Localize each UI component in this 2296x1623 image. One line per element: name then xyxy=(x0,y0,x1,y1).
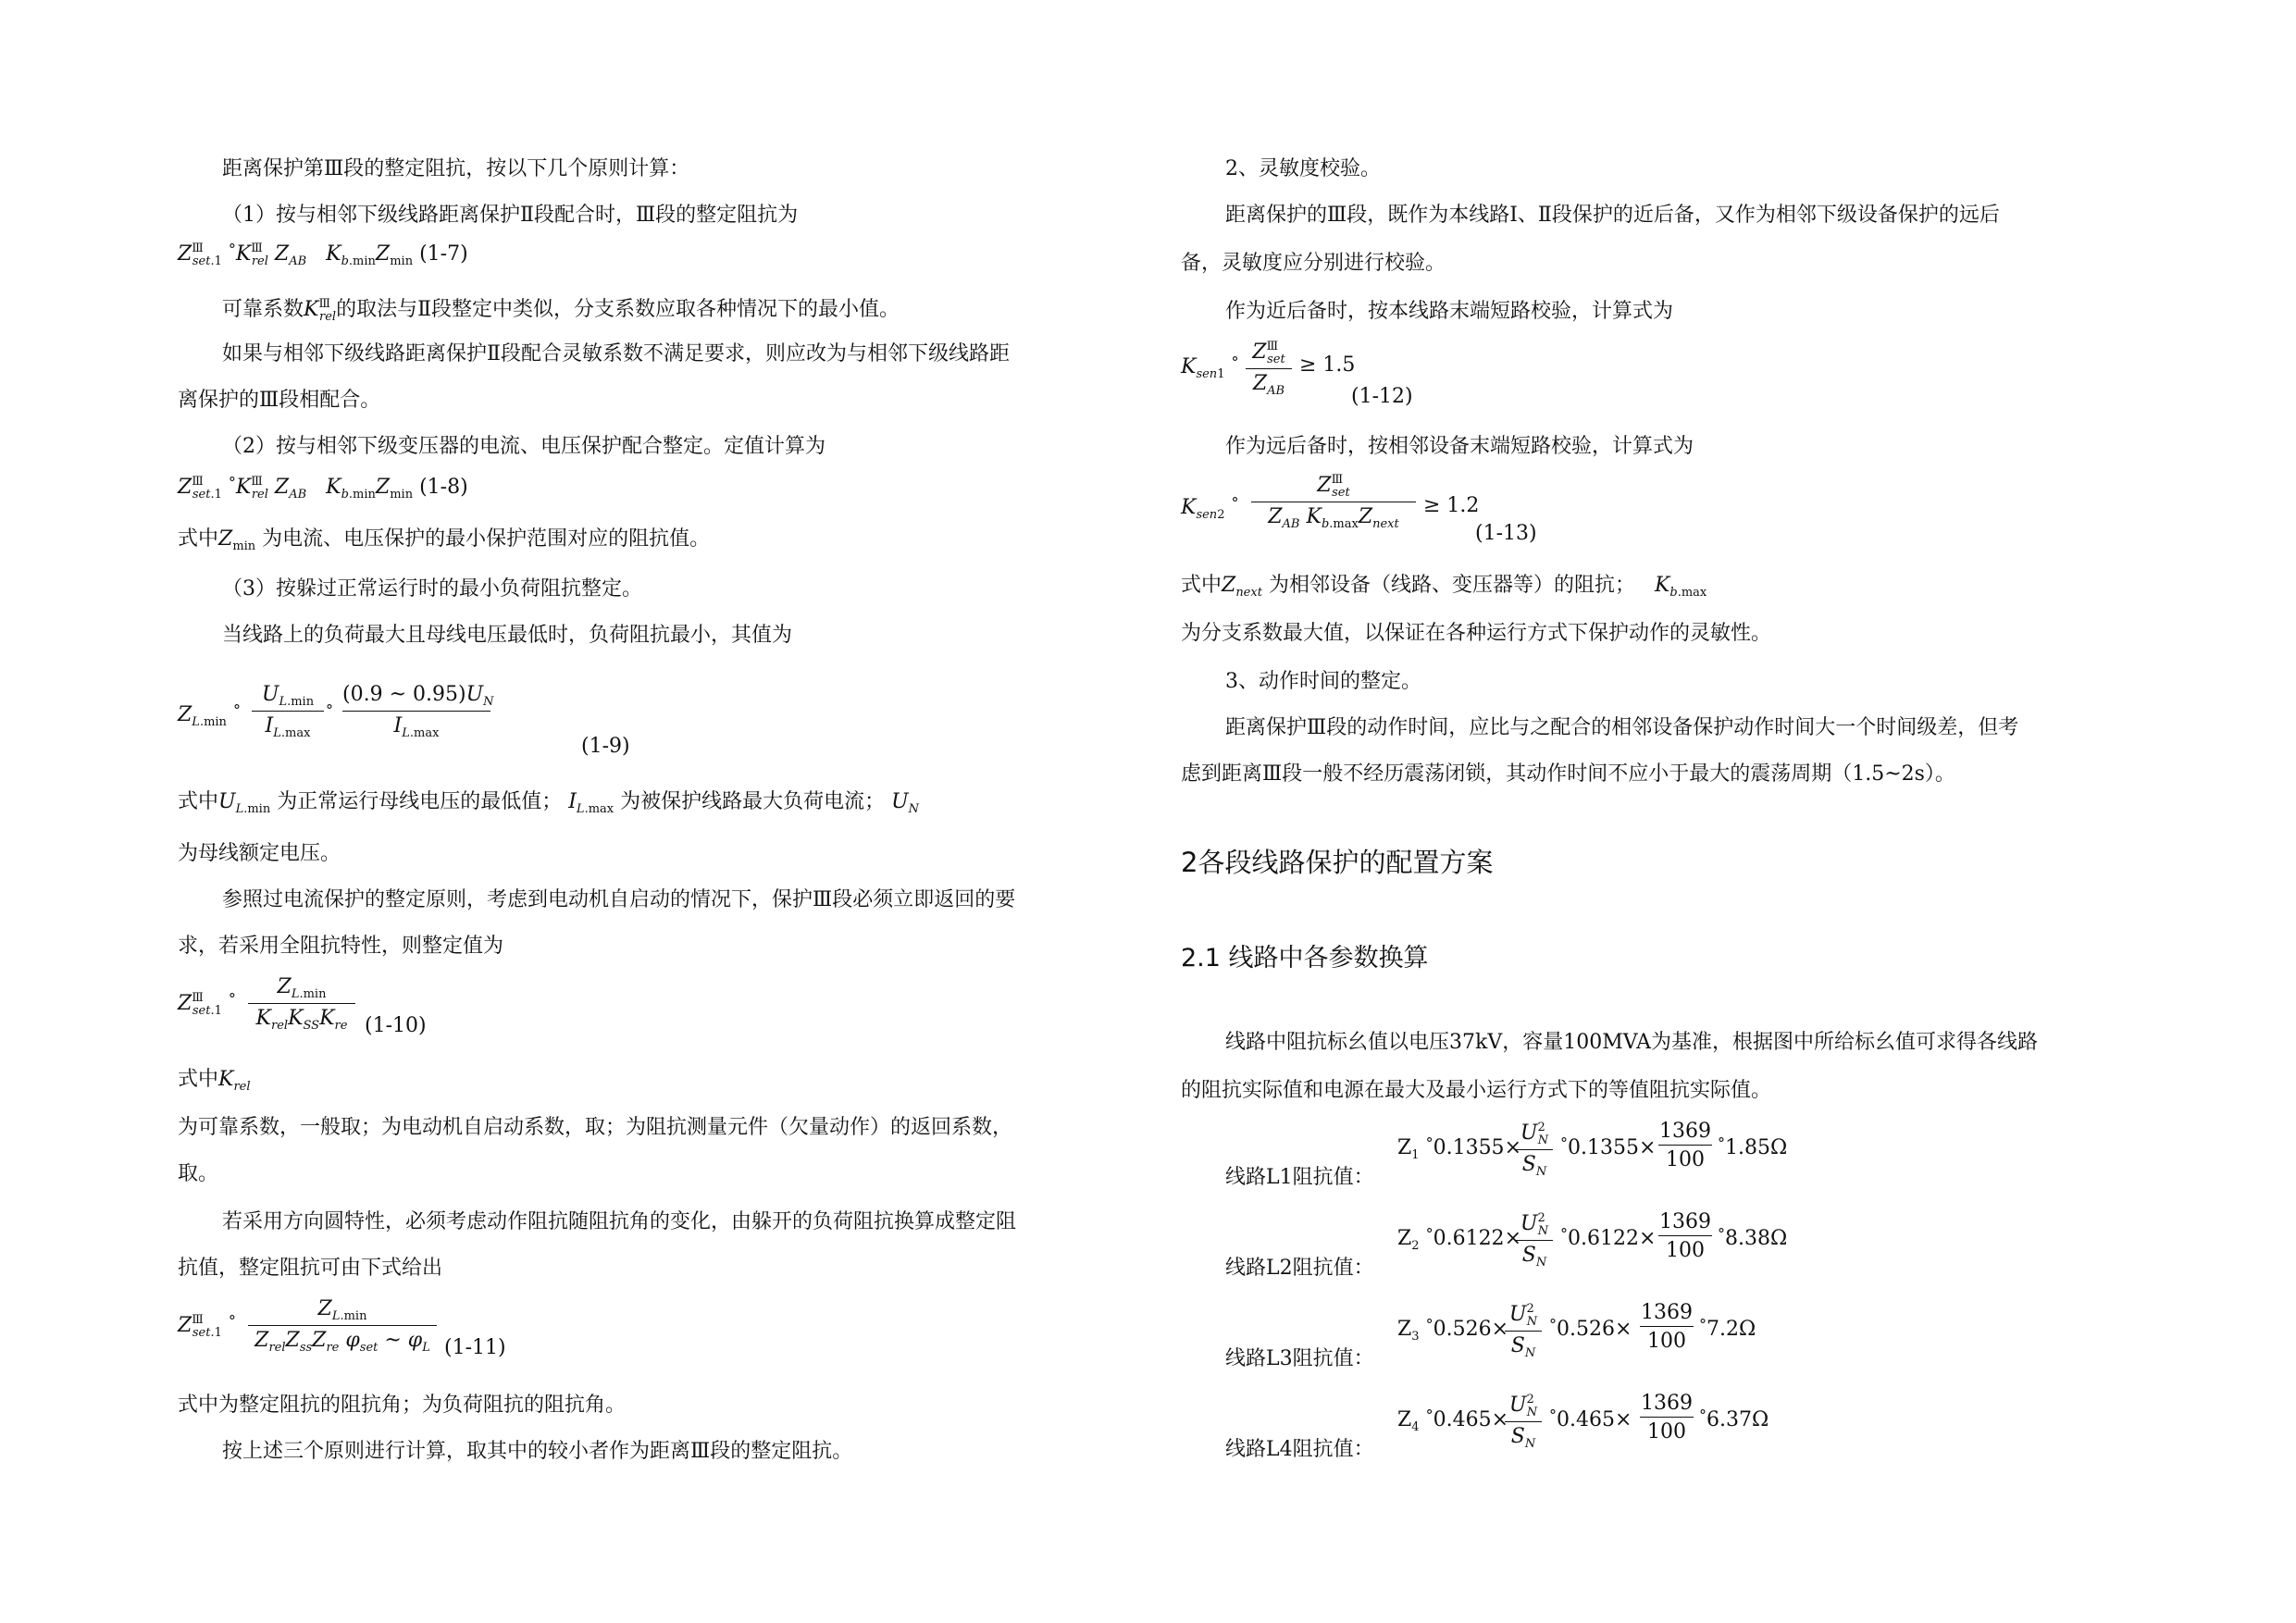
ul-text-c: 为被保护线路最大负荷电流； xyxy=(620,790,886,813)
coef-line-2: 取。 xyxy=(178,1162,219,1185)
line-coef-repeat: 0.465 xyxy=(1557,1408,1615,1431)
line-label: 线路L3阻抗值： xyxy=(1225,1347,1374,1370)
sens-para-line-2: 备，灵敏度应分别进行校验。 xyxy=(1181,252,1446,275)
line-label: 线路L2阻抗值： xyxy=(1225,1257,1374,1280)
zmin-paragraph: 式中$Z_{min}$ 为电流、电压保护的最小保护范围对应的阻抗值。 xyxy=(178,527,711,553)
line-num: 1369 xyxy=(1641,1301,1693,1324)
line-coef-repeat: 0.1355 xyxy=(1568,1136,1639,1159)
coef-line-1: 为可靠系数，一般取；为电动机自启动系数，取；为阻抗测量元件（欠量动作）的返回系数， xyxy=(178,1116,1013,1139)
time-line-1: 距离保护Ⅲ段的动作时间，应比与之配合的相邻设备保护动作时间大一个时间级差，但考 xyxy=(1225,716,2019,739)
conv-line-2: 的阻抗实际值和电源在最大及最小运行方式下的等值阻抗实际值。 xyxy=(1181,1079,1772,1102)
line-coef: 0.1355 xyxy=(1433,1136,1505,1159)
ref-line-1: 参照过电流保护的整定原则，考虑到电动机自启动的情况下，保护Ⅲ段必须立即返回的要 xyxy=(222,888,1016,911)
line-coef: 0.526 xyxy=(1433,1318,1492,1341)
dir-line-1: 若采用方向圆特性，必须考虑动作阻抗随阻抗角的变化，由躲开的负荷阻抗换算成整定阻 xyxy=(222,1210,1017,1233)
line-den: 100 xyxy=(1640,1326,1694,1352)
ul-text-a: 式中 xyxy=(178,790,219,813)
section-2-1-heading: 2.1 线路中各参数换算 xyxy=(1181,944,1429,973)
eq-number-1-8: (1-8) xyxy=(419,476,468,499)
heading-sensitivity: 2、灵敏度校验。 xyxy=(1225,157,1381,180)
line-num: 1369 xyxy=(1659,1120,1711,1143)
load-text: 当线路上的负荷最大且母线电压最低时，负荷阻抗最小，其值为 xyxy=(222,624,793,647)
krel-paragraph: 可靠系数$K^Ⅲ_{rel}$的取法与Ⅱ段整定中类似，分支系数应取各种情况下的最小值。 xyxy=(222,297,900,324)
frac-coefficient: (0.9 ~ 0.95) xyxy=(342,683,466,706)
next-paragraph: 式中$Z_{next}$ 为相邻设备（线路、变压器等）的阻抗； $K_{b.max}$ xyxy=(1181,574,1707,600)
zmin-text-a: 式中 xyxy=(178,527,219,551)
dir-line-2: 抗值，整定阻抗可由下式给出 xyxy=(178,1257,443,1280)
line-num: 1369 xyxy=(1659,1210,1711,1233)
formula-1-7: $Z^Ⅲ_{set.1}$ $^\circ K^Ⅲ_{rel}$ $Z_{AB}$ $K_{b.min}Z_{min}$ (1-7) xyxy=(178,241,468,268)
line-index: 1 xyxy=(1411,1148,1420,1162)
eq-number-1-11: (1-11) xyxy=(444,1336,506,1359)
line-result: 7.2Ω xyxy=(1706,1318,1756,1341)
eq-number-1-10: (1-10) xyxy=(365,1014,427,1037)
conv-line-1: 线路中阻抗标幺值以电压37kV，容量100MVA为基准，根据图中所给标幺值可求得各线路 xyxy=(1225,1031,2039,1054)
sens-line-2: 离保护的Ⅲ段相配合。 xyxy=(178,389,381,412)
line-num: 1369 xyxy=(1641,1392,1693,1415)
line-label: 线路L1阻抗值： xyxy=(1225,1166,1374,1189)
eq-number-1-9: (1-9) xyxy=(581,735,630,758)
line-label: 线路L4阻抗值： xyxy=(1225,1438,1374,1461)
line-coef: 0.6122 xyxy=(1433,1227,1505,1250)
line-index: 2 xyxy=(1411,1239,1420,1253)
formula-1-8: $Z^Ⅲ_{set.1}$ $^\circ K^Ⅲ_{rel}$ $Z_{AB}$ $K_{b.min}Z_{min}$ (1-8) xyxy=(178,474,468,502)
un-text: 为母线额定电压。 xyxy=(178,842,341,865)
line-index: 3 xyxy=(1411,1330,1420,1344)
eq-number-1-7: (1-7) xyxy=(419,242,468,266)
near-backup-text: 作为近后备时，按本线路末端短路校验，计算式为 xyxy=(1225,300,1674,323)
ul-paragraph: 式中$U_{L.min}$ 为正常运行母线电压的最低值； $I_{L.max}$ 为被保护线路最大负荷电流； $U_N$ xyxy=(178,790,920,816)
zmin-text-b: 为电流、电压保护的最小保护范围对应的阻抗值。 xyxy=(262,527,711,551)
final-text: 按上述三个原则进行计算，取其中的较小者作为距离Ⅲ段的整定阻抗。 xyxy=(222,1440,853,1463)
line-den: 100 xyxy=(1640,1417,1694,1443)
rule-2-text: （2）按与相邻下级变压器的电流、电压保护配合整定。定值计算为 xyxy=(222,435,825,458)
kbmax-text: 为分支系数最大值，以保证在各种运行方式下保护动作的灵敏性。 xyxy=(1181,622,1772,645)
line-coef-repeat: 0.526 xyxy=(1557,1318,1615,1341)
rule-1-text: （1）按与相邻下级线路距离保护Ⅱ段配合时，Ⅲ段的整定阻抗为 xyxy=(222,204,799,227)
line-result: 6.37Ω xyxy=(1706,1408,1769,1431)
krel-def-text: 式中 xyxy=(178,1068,219,1091)
next-text-a: 式中 xyxy=(1181,574,1222,597)
sens-line-1: 如果与相邻下级线路距离保护Ⅱ段配合灵敏系数不满足要求，则应改为与相邻下级线路距 xyxy=(222,342,1010,365)
geq-1-5: ≥ 1.5 xyxy=(1299,353,1356,377)
intro-paragraph: 距离保护第Ⅲ段的整定阻抗，按以下几个原则计算： xyxy=(222,157,690,180)
eq-number-1-13: (1-13) xyxy=(1475,522,1537,545)
line-index: 4 xyxy=(1411,1420,1420,1434)
sens-para-line-1: 距离保护的Ⅲ段，既作为本线路Ⅰ、Ⅱ段保护的近后备，又作为相邻下级设备保护的远后 xyxy=(1225,204,2000,227)
next-text-b: 为相邻设备（线路、变压器等）的阻抗； xyxy=(1268,574,1635,597)
ul-text-b: 为正常运行母线电压的最低值； xyxy=(277,790,563,813)
eq-number-1-12: (1-12) xyxy=(1351,385,1413,408)
line-den: 100 xyxy=(1658,1145,1712,1171)
krel-text-b: 的取法与Ⅱ段整定中类似，分支系数应取各种情况下的最小值。 xyxy=(336,298,900,321)
geq-1-2: ≥ 1.2 xyxy=(1423,494,1480,517)
far-backup-text: 作为远后备时，按相邻设备末端短路校验，计算式为 xyxy=(1225,435,1694,458)
line-result: 8.38Ω xyxy=(1725,1227,1788,1250)
line-coef-repeat: 0.6122 xyxy=(1568,1227,1639,1250)
krel-def: 式中$K_{rel}$ xyxy=(178,1068,251,1094)
time-line-2: 虑到距离Ⅲ段一般不经历震荡闭锁，其动作时间不应小于最大的震荡周期（1.5~2s）。 xyxy=(1181,762,1955,786)
heading-time: 3、动作时间的整定。 xyxy=(1225,670,1421,693)
angle-text: 式中为整定阻抗的阻抗角；为负荷阻抗的阻抗角。 xyxy=(178,1394,627,1417)
ref-line-2: 求，若采用全阻抗特性，则整定值为 xyxy=(178,935,504,958)
line-coef: 0.465 xyxy=(1433,1408,1492,1431)
section-2-heading: 2各段线路保护的配置方案 xyxy=(1181,847,1494,878)
rule-3-text: （3）按躲过正常运行时的最小负荷阻抗整定。 xyxy=(222,577,642,601)
line-den: 100 xyxy=(1658,1235,1712,1261)
line-result: 1.85Ω xyxy=(1725,1136,1788,1159)
krel-text-a: 可靠系数 xyxy=(222,298,304,321)
